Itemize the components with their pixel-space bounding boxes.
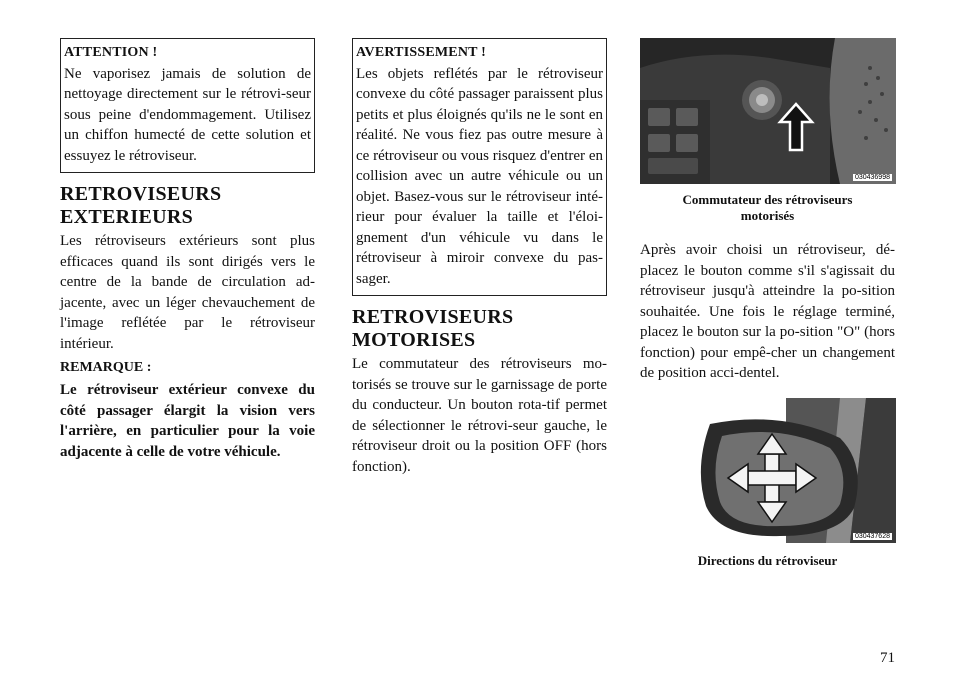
figure1-caption: Commutateur des rétroviseurs motorisés bbox=[682, 192, 853, 223]
powered-text: Le commutateur des rétroviseurs mo-torisés se trouve sur le garnissage de porte du conducteur. Un bouton rota-tif permet de sélectionner le rétrovi-seur gauche, le rétroviseur droit ou la position OFF (hors fonction). bbox=[352, 356, 607, 475]
note-text: Le rétroviseur extérieur convexe du côté passager élargit la vision vers l'arrière, en particulier pour la voie adjacente à celle de votre véhicule. bbox=[60, 382, 315, 460]
exterior-text: Les rétroviseurs extérieurs sont plus efficaces quand ils sont dirigés vers le centre de la bande de circulation ad-jacente, avec un léger chevauchement de l'image reflétée par le rétroviseur intérieur. bbox=[60, 233, 315, 352]
note-label: REMARQUE : bbox=[60, 360, 152, 375]
attention-title: ATTENTION ! bbox=[64, 45, 158, 60]
exterior-heading bbox=[60, 183, 315, 229]
mirror-directions-photo bbox=[640, 398, 896, 543]
page-number: 71 bbox=[880, 650, 895, 666]
mirror-switch-illustration bbox=[640, 38, 896, 184]
warning-title: AVERTISSEMENT ! bbox=[356, 45, 486, 60]
figure2-caption: Directions du rétroviseur bbox=[697, 552, 838, 568]
mirror-switch-photo bbox=[640, 38, 896, 184]
right-column bbox=[640, 38, 895, 569]
after-text: Après avoir choisi un rétroviseur, dé-placez le bouton comme s'il s'agissait du rétroviseur jusqu'à atteindre la po-sition souhaitée. Une fois le réglage terminé, placez le bouton sur la po-sition "O" (hors fonction) pour empê-cher un changement de position acci-dentel. bbox=[640, 242, 895, 381]
middle-column bbox=[352, 38, 607, 477]
attention-box bbox=[60, 38, 315, 173]
exterior-heading-line1: RETROVISEURS bbox=[60, 183, 222, 205]
powered-heading bbox=[352, 306, 607, 352]
attention-text: Ne vaporisez jamais de solution de nettoyage directement sur le rétrovi-seur sous peine d'endommagement. Utilisez un chiffon humecté de cette solution et essuyez le rétroviseur. bbox=[64, 65, 311, 164]
left-column bbox=[60, 38, 315, 462]
mirror-directions-illustration bbox=[640, 398, 896, 543]
powered-heading-line2: MOTORISES bbox=[352, 329, 476, 351]
figure2-code: 030437628 bbox=[854, 532, 890, 540]
powered-heading-line1: RETROVISEURS bbox=[352, 306, 514, 328]
figure1-code: 030436998 bbox=[854, 174, 890, 181]
warning-box bbox=[352, 38, 607, 296]
exterior-heading-line2: EXTERIEURS bbox=[60, 206, 194, 228]
warning-text: Les objets reflétés par le rétroviseur convexe du côté passager paraissent plus petits et plus éloignés qu'ils ne le sont en réalité. Ne vous fiez pas outre mesure à ce rétroviseur ou vous risquez d'entrer en collision avec un autre véhicule ou un objet. Basez-vous sur le rétroviseur inté-rieur pour évaluer la taille et l'éloi-gnement d'un véhicule vu dans le rétroviseur à miroir convexe du pas-sager. bbox=[356, 65, 603, 287]
